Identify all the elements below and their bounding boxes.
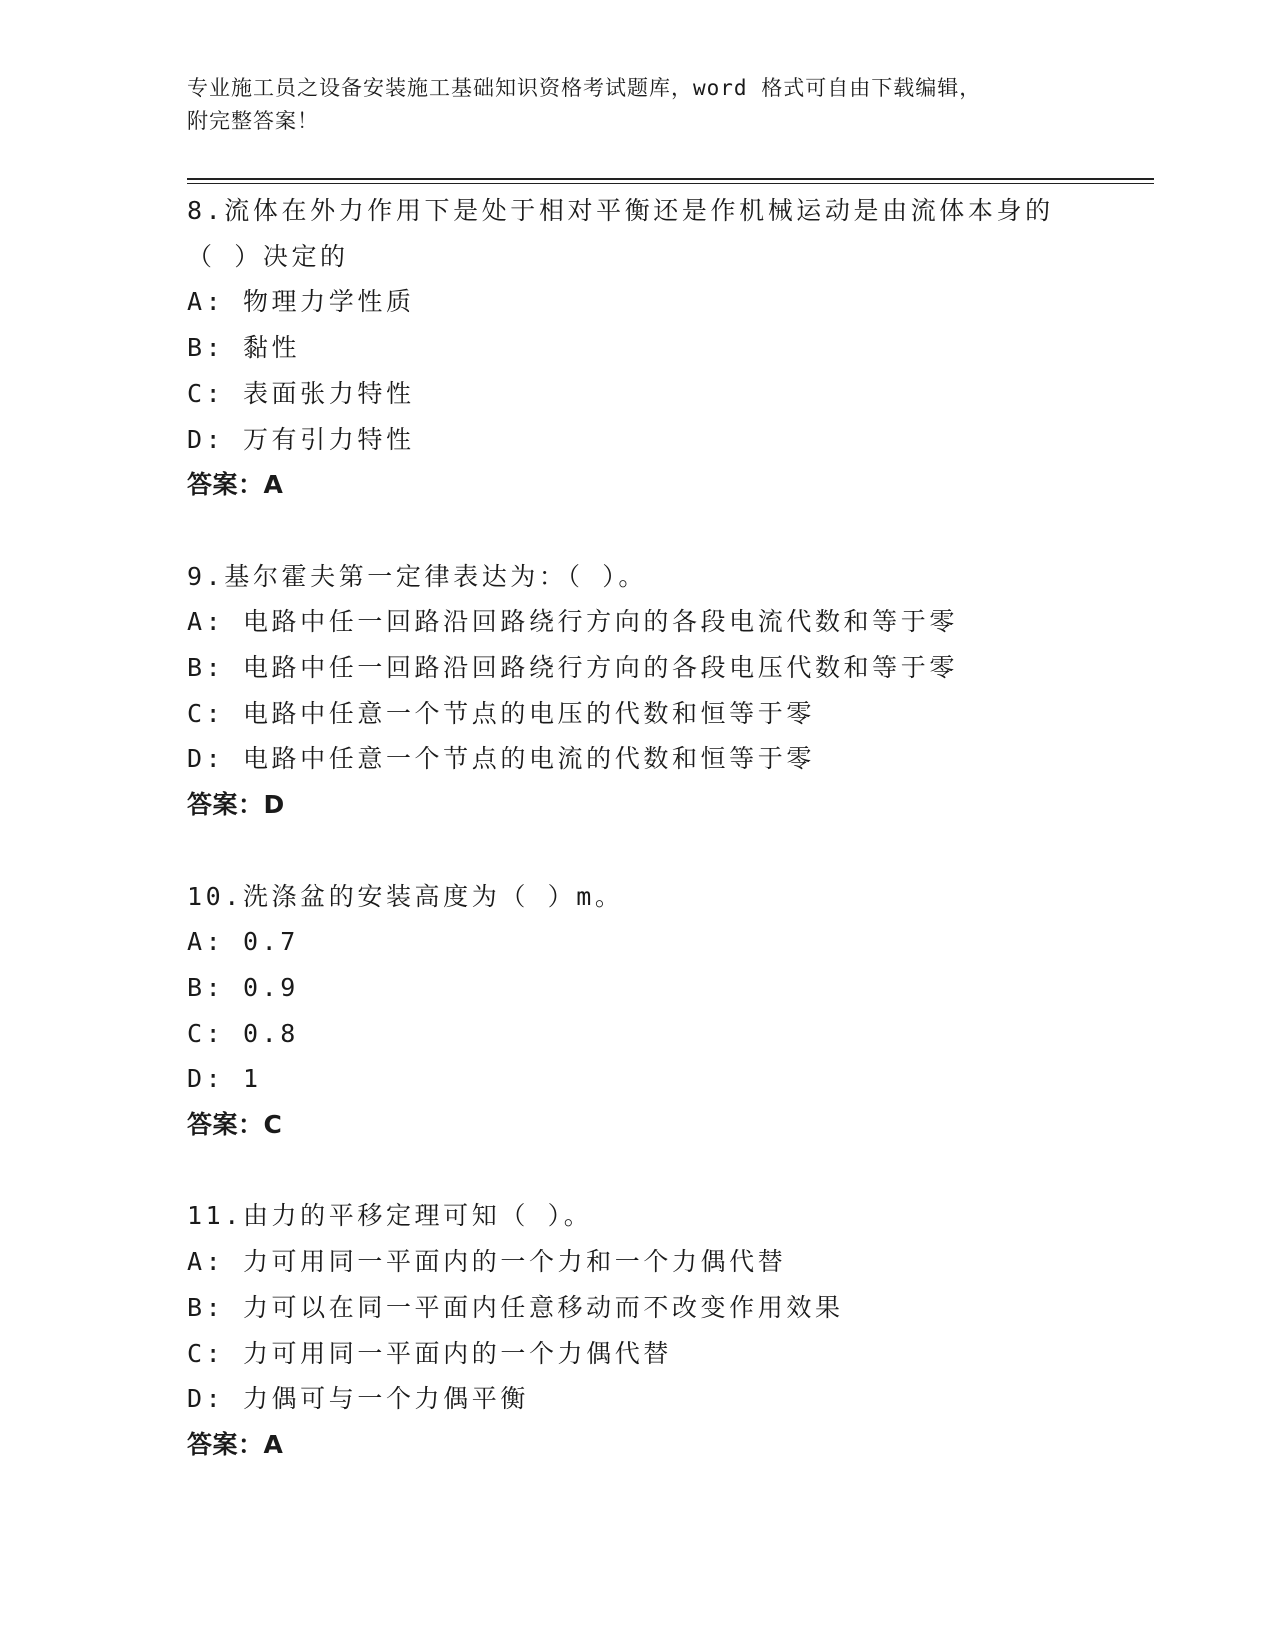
option-b: B: 力可以在同一平面内任意移动而不改变作用效果 xyxy=(187,1292,844,1322)
option-b: B: 黏性 xyxy=(187,333,301,363)
header-line: 专业施工员之设备安装施工基础知识资格考试题库，word 格式可自由下载编辑， xyxy=(187,76,982,100)
question-spacer xyxy=(187,828,1147,874)
question-11 xyxy=(187,1193,1147,1467)
question-spacer xyxy=(187,508,1147,554)
option-d: D: 电路中任意一个节点的电流的代数和恒等于零 xyxy=(187,744,815,774)
question-8 xyxy=(187,188,1147,508)
option-d: D: 力偶可与一个力偶平衡 xyxy=(187,1384,529,1414)
header-divider-thin xyxy=(187,183,1154,184)
question-stem: 8.流体在外力作用下是处于相对平衡还是作机械运动是由流体本身的 xyxy=(187,196,1054,225)
option-c: C: 0.8 xyxy=(187,1018,299,1048)
option-a: A: 力可用同一平面内的一个力和一个力偶代替 xyxy=(187,1247,787,1277)
option-c: C: 力可用同一平面内的一个力偶代替 xyxy=(187,1338,672,1368)
document-header xyxy=(187,72,1087,138)
header-divider xyxy=(187,178,1154,180)
option-b: B: 电路中任一回路沿回路绕行方向的各段电压代数和等于零 xyxy=(187,653,958,683)
question-9 xyxy=(187,554,1147,828)
question-spacer xyxy=(187,1148,1147,1194)
option-a: A: 电路中任一回路沿回路绕行方向的各段电流代数和等于零 xyxy=(187,607,958,637)
answer-line: 答案：D xyxy=(187,790,285,820)
question-stem: 9.基尔霍夫第一定律表达为：（ ）。 xyxy=(187,561,647,591)
answer-line: 答案：A xyxy=(187,1429,284,1459)
option-d: D: 万有引力特性 xyxy=(187,424,415,454)
question-10 xyxy=(187,874,1147,1148)
question-stem: 11.由力的平移定理可知（ ）。 xyxy=(187,1201,593,1231)
answer-line: 答案：A xyxy=(187,470,284,500)
answer-line: 答案：C xyxy=(187,1110,283,1140)
option-b: B: 0.9 xyxy=(187,972,299,1002)
option-a: A: 物理力学性质 xyxy=(187,287,415,317)
option-c: C: 电路中任意一个节点的电压的代数和恒等于零 xyxy=(187,698,815,728)
option-d: D: 1 xyxy=(187,1064,262,1094)
question-stem: 10.洗涤盆的安装高度为（ ）m。 xyxy=(187,881,624,911)
option-a: A: 0.7 xyxy=(187,927,299,957)
question-stem-continued: （ ）决定的 xyxy=(187,241,349,271)
option-c: C: 表面张力特性 xyxy=(187,378,415,408)
header-line: 附完整答案！ xyxy=(187,109,319,133)
question-list xyxy=(187,188,1147,1468)
